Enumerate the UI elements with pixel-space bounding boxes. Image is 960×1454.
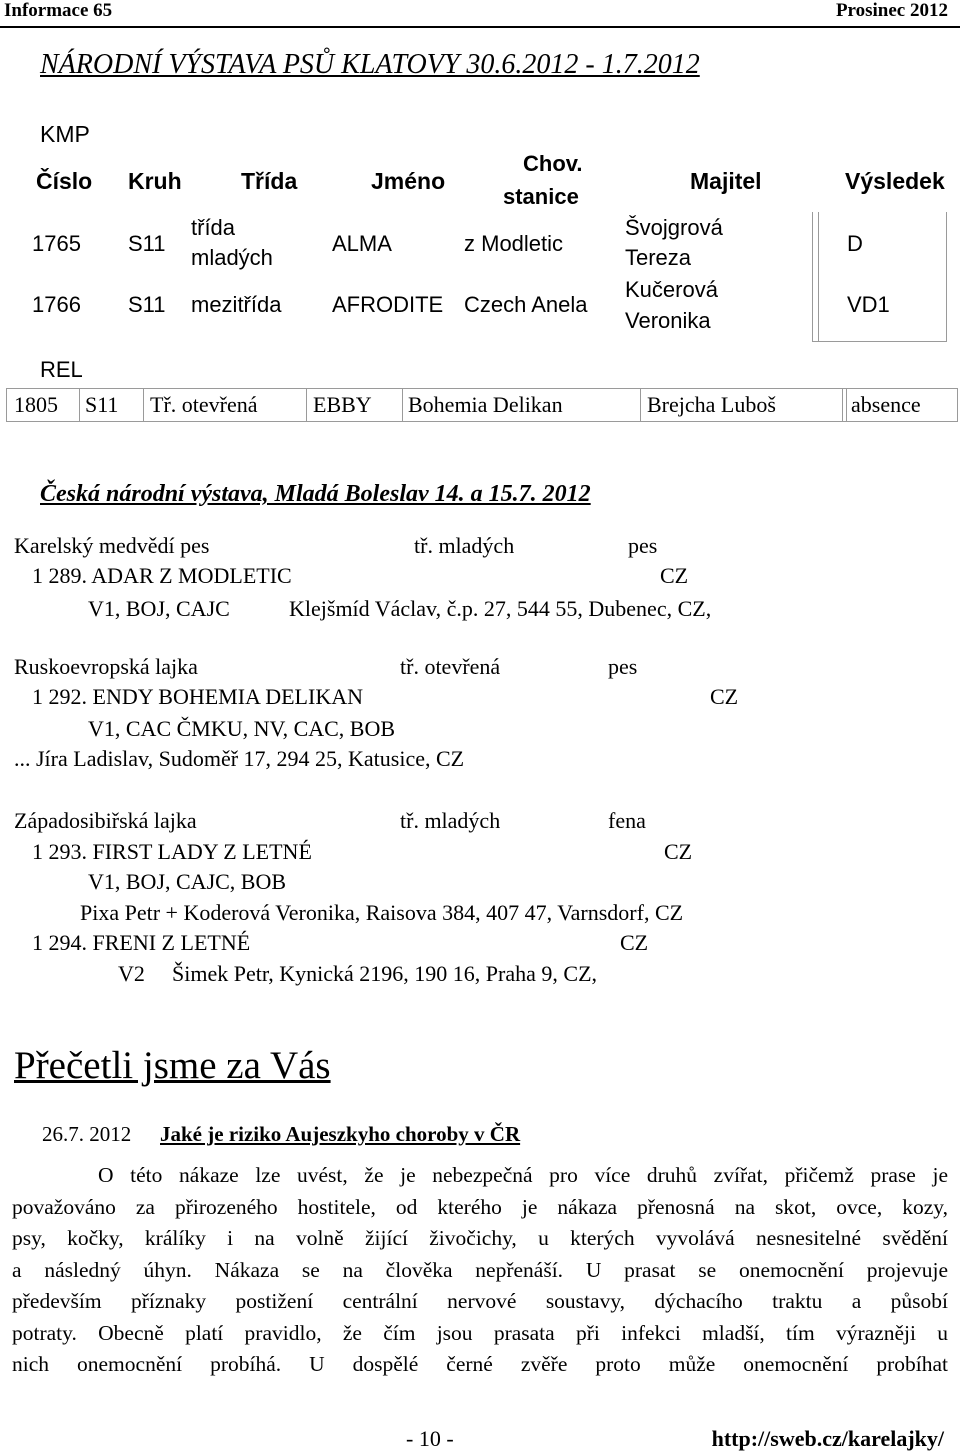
show2-title: Česká národní výstava, Mladá Boleslav 14. a 15.7. 2012 (40, 481, 591, 507)
cell-trida: třída (191, 215, 236, 240)
breed-name: Západosibiřská lajka (14, 808, 197, 833)
cell-vysledek: VD1 (847, 292, 890, 317)
table-divider (946, 212, 947, 342)
rel-cell-divider (402, 388, 403, 422)
article-line: nich onemocnění probíhá. U dospělé černé zvěře proto může onemocnění probíhat (12, 1352, 948, 1376)
breed-sex: pes (628, 533, 658, 558)
rel-stanice: Bohemia Delikan (408, 392, 563, 417)
col-kruh: Kruh (128, 168, 182, 194)
col-trida: Třída (241, 168, 298, 194)
rel-vysledek: absence (851, 392, 921, 417)
rel-cell-divider (306, 388, 307, 422)
breed-name: Ruskoevropská lajka (14, 654, 198, 679)
col-cislo: Číslo (36, 168, 93, 194)
footer-url[interactable]: http://sweb.cz/karelajky/ (711, 1426, 944, 1451)
rel-cell-divider (957, 388, 958, 422)
header-date: Prosinec 2012 (835, 0, 948, 21)
article-body (12, 1160, 948, 1381)
cell-majitel: Švojgrová (625, 215, 723, 240)
cell-jmeno: AFRODITE (332, 292, 444, 317)
entry-owner: Pixa Petr + Koderová Veronika, Raisova 384, 407 47, Varnsdorf, CZ (80, 900, 684, 925)
rel-majitel: Brejcha Luboš (647, 392, 776, 417)
entry-country: CZ (620, 930, 649, 955)
article-line: O této nákaze lze uvést, že je nebezpečná pro více druhů zvířat, přičemž prase je (98, 1163, 948, 1187)
article-line: potraty. Obecně platí pravidlo, že čím jsou prasata při infekci mladší, tím výrazněji u (12, 1320, 948, 1345)
col-stanice-2: stanice (503, 184, 579, 209)
header-divider (0, 26, 960, 28)
rel-row-border-bottom (6, 421, 958, 422)
article-date: 26.7. 2012 (42, 1122, 132, 1146)
rel-cell-divider (640, 388, 641, 422)
table-divider (812, 341, 947, 342)
cell-jmeno: ALMA (332, 231, 392, 256)
col-stanice-1: Chov. (523, 151, 583, 176)
rel-cell-divider (143, 388, 144, 422)
section-title: Přečetli jsme za Vás (14, 1044, 331, 1087)
section-rel: REL (40, 357, 83, 382)
section-kmp: KMP (40, 121, 90, 147)
article-line: psy, kočky, králíky i na volně žijící živočichy, u kterých vyvolává nesnesitelné svědění (12, 1226, 948, 1250)
col-jmeno: Jméno (371, 168, 446, 194)
cell-cislo: 1765 (32, 231, 81, 256)
entry-dog: 1 294. FRENI Z LETNÉ (32, 930, 251, 955)
breed-class: tř. otevřená (400, 654, 501, 679)
entry-owner: Šimek Petr, Kynická 2196, 190 16, Praha 9, CZ, (172, 961, 598, 986)
cell-kruh: S11 (128, 231, 166, 256)
cell-majitel: Kučerová (625, 277, 718, 302)
show1-title: NÁRODNÍ VÝSTAVA PSŮ KLATOVY 30.6.2012 - 1.7.2012 (40, 49, 700, 80)
cell-stanice: z Modletic (464, 231, 564, 256)
table-divider (818, 212, 819, 342)
breed-class: tř. mladých (400, 808, 501, 833)
entry-country: CZ (710, 684, 739, 709)
entry-owner: Klejšmíd Václav, č.p. 27, 544 55, Dubenec, CZ, (289, 596, 712, 621)
rel-cislo: 1805 (14, 392, 58, 417)
col-majitel: Majitel (690, 168, 762, 194)
article-line: považováno za přirozeného hostitele, od kterého je nákaza přenosná na skot, ovce, kozy, (12, 1194, 948, 1219)
breed-sex: pes (608, 654, 638, 679)
cell-trida-2: mladých (191, 245, 273, 270)
breed-sex: fena (608, 808, 646, 833)
cell-majitel-2: Veronika (625, 308, 711, 333)
cell-majitel-2: Tereza (625, 245, 692, 270)
entry-country: CZ (664, 839, 693, 864)
cell-kruh: S11 (128, 292, 166, 317)
rel-trida: Tř. otevřená (150, 392, 258, 417)
entry-owner: ... Jíra Ladislav, Sudoměř 17, 294 25, Katusice, CZ (14, 746, 465, 771)
article-line: především příznaky postižení centrální nervové soustavy, dýchacího traktu a působí (12, 1289, 948, 1313)
rel-jmeno: EBBY (313, 392, 372, 417)
cell-stanice: Czech Anela (464, 292, 588, 317)
breed-name: Karelský medvědí pes (14, 533, 210, 558)
entry-result: V1, BOJ, CAJC, BOB (88, 869, 287, 894)
rel-cell-divider (79, 388, 80, 422)
entry-result: V1, BOJ, CAJC (88, 596, 230, 621)
entry-result: V1, CAC ČMKU, NV, CAC, BOB (88, 716, 396, 741)
entry-result: V2 (118, 961, 145, 986)
rel-cell-divider (846, 388, 847, 422)
rel-cell-divider (842, 388, 843, 422)
cell-vysledek: D (847, 231, 863, 256)
rel-cell-divider (6, 388, 7, 422)
entry-dog: 1 289. ADAR Z MODLETIC (32, 563, 292, 588)
header-issue: Informace 65 (4, 0, 113, 21)
entry-country: CZ (660, 563, 689, 588)
rel-kruh: S11 (85, 392, 119, 417)
table-divider (812, 212, 813, 342)
article-line: a následný úhyn. Nákaza se na člověka nepřenáší. U prasat se onemocnění projevuje (12, 1257, 948, 1282)
rel-row-border-top (6, 388, 958, 389)
cell-cislo: 1766 (32, 292, 81, 317)
entry-dog: 1 292. ENDY BOHEMIA DELIKAN (32, 684, 363, 709)
cell-trida: mezitřída (191, 292, 282, 317)
article-headline: Jaké je riziko Aujeszkyho choroby v ČR (160, 1122, 521, 1146)
breed-class: tř. mladých (414, 533, 515, 558)
entry-dog: 1 293. FIRST LADY Z LETNÉ (32, 839, 312, 864)
col-vysledek: Výsledek (845, 168, 945, 194)
page-number: - 10 - (406, 1426, 454, 1451)
